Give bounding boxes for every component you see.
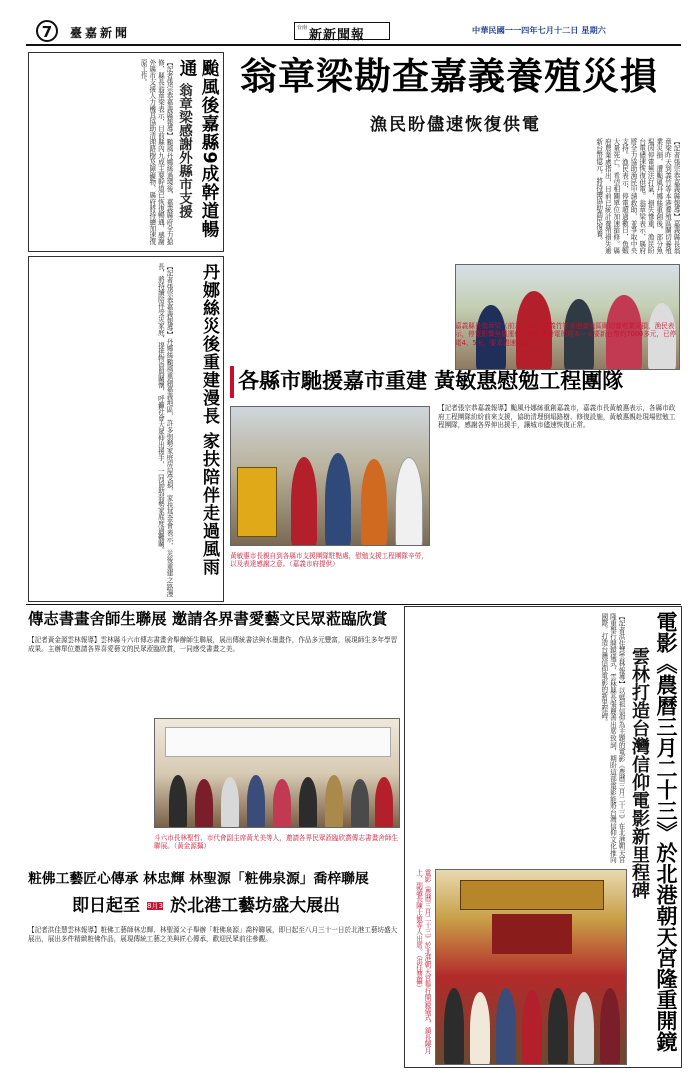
support-body: 【記者張宗恭嘉義報導】颱風丹娜絲重創嘉義市，嘉義市長黃敏惠表示，各縣市政府工程團隊紛紛前來支援，協助清理倒塌路樹、修復設施，黃敏惠親赴現場慰勉工程團隊，感謝各界伸出援手，讓城市儘速恢復正常。: [438, 404, 676, 430]
support-story: [230, 360, 680, 600]
left-story-2-body: 【記者張宗恭嘉義報導】丹娜絲颱風重創嘉義地區，許多弱勢家庭房屋受損，家扶基金會表示，災後重建之路漫長，將持續陪伴受災家庭，提供物資與關懷，呼籲社會大眾伸出援手，一同協助弱勢家庭度過難關。: [156, 263, 173, 597]
book-photo: [154, 718, 400, 828]
masthead-tag: 台南: [297, 25, 308, 31]
masthead-title: 新新聞報: [309, 28, 366, 43]
main-subhead: 漁民盼儘速恢復供電: [370, 115, 541, 135]
header-rule: [26, 44, 681, 46]
book-body: 【記者黃金源雲林報導】雲林縣斗六市傳志書畫舍舉辦師生聯展，展出傳統書法與水墨畫作，作品多元豐富，展現師生多年學習成果。主辦單位邀請各界喜愛藝文的民眾蒞臨欣賞，一同感受書畫之美。: [28, 636, 398, 653]
masthead: [294, 22, 390, 43]
main-body: 【記者張宗恭嘉義縣報導】嘉義縣長翁章梁昨天到義竹等本港養殖區關切養殖業災損，遭颱風丹娜絲重創後，部分魚塭因停電無法打氣，損失慘重，漁民盼台電儘速恢復供電。翁章梁表示，縣府將全力協助漁民申請救助，並爭取中央支持。漁民表示，停電超過數日，魚蝦大量死亡，希望相關單位加速搶修。縣府農業處指出，目前已統計養殖損失逾新台幣億元，將持續協助漁民復養。: [594, 138, 680, 254]
page-header: [0, 0, 695, 44]
main-story: [230, 52, 680, 357]
craft-headline-b-post: 於北港工藝坊盛大展出: [170, 896, 341, 916]
movie-body: 【記者洪佳慧雲林報導】以媽祖信仰為主題的電影《農曆三月二十三》在北港朝天宮隆重舉行開鏡儀式，雲林縣長張麗善出席致詞，期盼這部電影能將台灣信仰文化推向國際，打造台灣信仰電影的新里程碑。: [599, 613, 625, 863]
craft-body: 【記者洪佳慧雲林報導】粧佛工藝師林忠輝、林聖源父子舉辦「粧佛泉源」喬梓聯展，即日起至八月三十一日於北港工藝坊盛大展出，展出多件精緻粧佛作品，展現傳統工藝之美與匠心傳承，歡迎民眾前往參觀。: [28, 926, 398, 943]
issue-date: 中華民國一一四年七月十二日 星期六: [472, 25, 606, 35]
support-photo-caption: 黃敏惠市長親自到各縣市支援團隊駐點處，慰勉支援工程團隊辛勞，以及表達感謝之意。（嘉義市府提供）: [230, 552, 428, 569]
left-story-1: [28, 52, 224, 252]
movie-photo-caption: 電影《農曆三月二十三》於北港朝天宮舉行開鏡儀式，鎮長陳月上、副議長陳士敏等人出席。（洪佳慧攝）: [414, 869, 431, 1054]
craft-headline-b-pre: 即日起至: [72, 896, 140, 916]
support-photo: [230, 406, 430, 546]
movie-story: [404, 606, 682, 1068]
support-headline: 各縣市馳援嘉市重建 黃敏惠慰勉工程團隊: [238, 369, 624, 393]
left-story-2: [28, 256, 224, 602]
section-rule: [26, 604, 681, 605]
left-story-1-subhead: 翁章梁感謝外縣市支援: [176, 83, 192, 218]
main-headline: 翁章梁勘查嘉義養殖災損: [240, 55, 658, 98]
movie-photo: [435, 869, 627, 1065]
page-number: 7: [41, 23, 53, 41]
craft-headline-a: 粧佛工藝匠心傳承 林忠輝 林聖源「粧佛泉源」喬梓聯展: [28, 871, 369, 887]
craft-date-badge: 8月31: [147, 902, 168, 910]
book-headline: 傳志書畫舍師生聯展 邀請各界書愛藝文民眾蒞臨欣賞: [28, 610, 388, 628]
book-story: [28, 606, 400, 862]
page-number-badge: [36, 20, 58, 42]
craft-story: [28, 866, 400, 1066]
left-story-1-headline: 颱風後嘉縣9成幹道暢通: [177, 59, 219, 239]
left-story-2-headline: 丹娜絲災後重建漫長 家扶陪伴走過風雨: [199, 263, 219, 576]
main-photo-caption: 嘉義縣長翁章梁（前左）11日到義竹等本港養殖區關切養殖業災損，漁民表示，停電影響魚塭運作，發電機發電的成本一天要新台幣約7000多元，已停電4、5天，要求盡速復電。: [455, 322, 677, 347]
book-photo-caption: 斗六市長林聖哲、市代會副主席黃尤美等人，邀請各界民眾蒞臨欣賞傳志書畫舍師生聯展。（黃金源攝）: [154, 834, 398, 851]
craft-headline-b: [72, 894, 400, 920]
movie-headline-2: 雲林打造台灣信仰電影新里程碑: [629, 647, 650, 899]
support-headline-bar: [230, 366, 234, 398]
left-story-1-body: 【記者張宗恭嘉義縣報導】颱風丹娜絲過境後，嘉義縣府全力搶修，縣長翁章梁表示，目前縣內九成主要幹道已恢復暢通，感謝外縣市支援人力機具協助清理路樹及障礙物，縣府將持續加速復原工作。: [139, 59, 173, 245]
section-name: 臺嘉新聞: [70, 26, 131, 40]
movie-headline-1: 電影《農曆三月二十三》於北港朝天宮隆重開鏡: [654, 611, 678, 1052]
